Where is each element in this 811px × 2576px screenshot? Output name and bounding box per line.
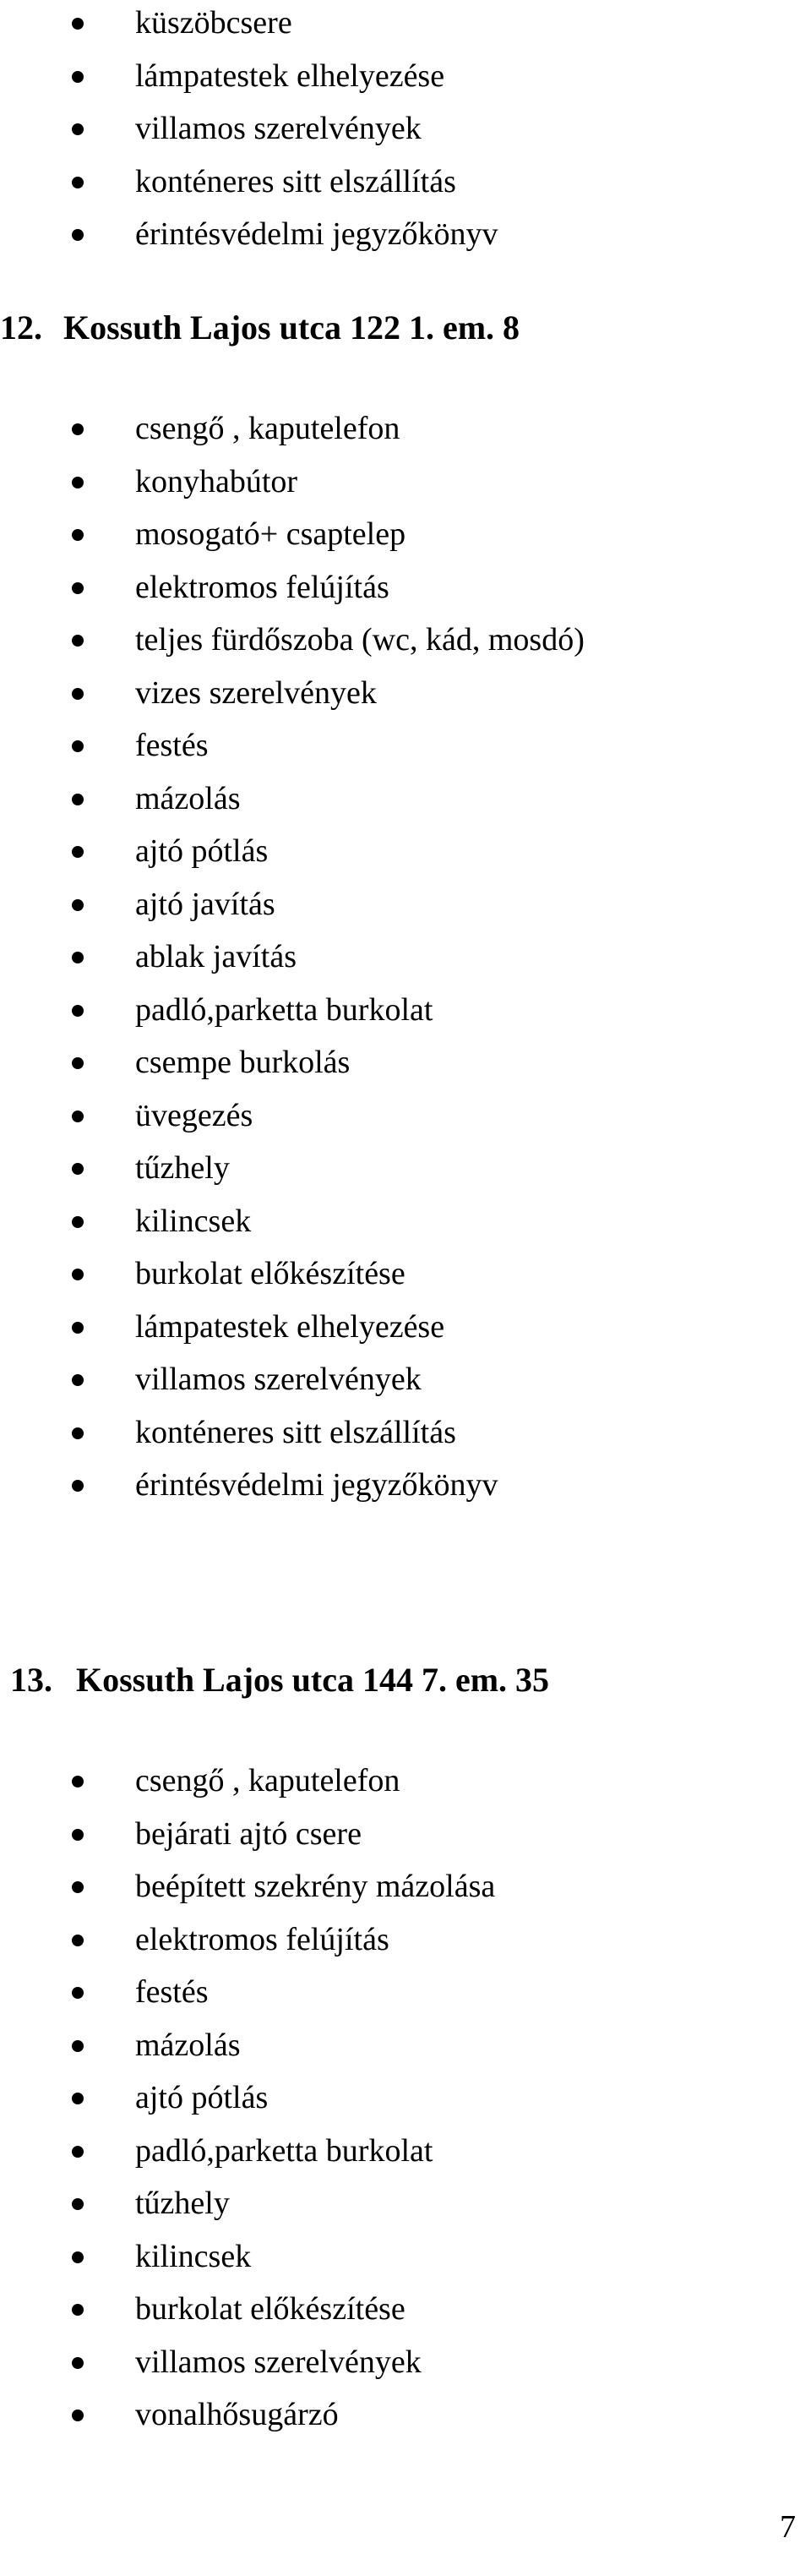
list-item-label: burkolat előkészítése (135, 2291, 406, 2327)
list-item-label: elektromos felújítás (135, 1921, 389, 1957)
list-item-label: csengő , kaputelefon (135, 1763, 400, 1798)
section-number: 13. (10, 1661, 52, 1699)
list-item-label: lámpatestek elhelyezése (135, 57, 445, 94)
bullet-icon (72, 1163, 84, 1175)
list-item (0, 1918, 811, 1971)
list-item-label: mázolás (135, 2027, 241, 2063)
bullet-icon (72, 952, 84, 963)
list-item-label: konyhabútor (135, 463, 298, 499)
list-item (0, 2182, 811, 2235)
list-item (0, 2024, 811, 2077)
list-item (0, 1094, 811, 1147)
section-address: Kossuth Lajos utca 122 1. em. 8 (63, 308, 520, 347)
list-item-label: csengő , kaputelefon (135, 411, 400, 446)
list-item (0, 1200, 811, 1253)
bullet-icon (72, 635, 84, 647)
list-item (0, 213, 811, 265)
list-item-label: tűzhely (135, 1150, 230, 1186)
bullet-icon (72, 2146, 84, 2158)
list-item-label: kilincsek (135, 1203, 252, 1239)
list-item-label: konténeres sitt elszállítás (135, 1414, 456, 1450)
bullet-icon (72, 2040, 84, 2052)
list-item (0, 1411, 811, 1464)
bullet-icon (72, 477, 84, 488)
list-item (0, 1358, 811, 1411)
list-item (0, 407, 811, 460)
list-item-label: beépített szekrény mázolása (135, 1869, 496, 1904)
list-item (0, 161, 811, 213)
list-item-label: érintésvédelmi jegyzőkönyv (135, 216, 498, 252)
bullet-icon (72, 71, 84, 83)
list-item (0, 830, 811, 882)
bullet-icon (72, 2304, 84, 2316)
list-item-label: mázolás (135, 780, 241, 816)
list-item-label: konténeres sitt elszállítás (135, 163, 456, 199)
list-item (0, 1865, 811, 1918)
bullet-icon (72, 1269, 84, 1280)
list-item (0, 936, 811, 988)
list-item-label: kilincsek (135, 2238, 252, 2274)
bullet-icon (72, 2093, 84, 2104)
bullet-icon (72, 1216, 84, 1228)
list-item (0, 619, 811, 671)
bullet-icon (72, 899, 84, 911)
list-item (0, 2393, 811, 2446)
bullet-icon (72, 1322, 84, 1334)
bullet-icon (72, 2357, 84, 2369)
list-item-label: vonalhősugárzó (135, 2397, 339, 2432)
bullet-icon (72, 2251, 84, 2263)
list-item-label: ajtó pótlás (135, 2080, 269, 2115)
bullet-icon (72, 1374, 84, 1386)
list-item (0, 513, 811, 565)
bullet-icon (72, 1881, 84, 1893)
bullet-icon (72, 740, 84, 752)
bullet-icon (72, 2410, 84, 2421)
list-item-label: padló,parketta burkolat (135, 2132, 433, 2169)
bullet-icon (72, 1005, 84, 1017)
list-item (0, 1147, 811, 1199)
list-item (0, 1971, 811, 2023)
list-item-label: mosogató+ csaptelep (135, 516, 406, 552)
list-item-label: ablak javítás (135, 939, 297, 974)
list-item-label: lámpatestek elhelyezése (135, 1308, 445, 1345)
list-item-label: festés (135, 1974, 209, 2010)
bullet-icon (72, 1057, 84, 1069)
bullet-icon (72, 529, 84, 541)
list-item-label: villamos szerelvények (135, 2344, 422, 2380)
bullet-icon (72, 1987, 84, 1999)
bullet-icon (72, 794, 84, 805)
list-item-label: ajtó pótlás (135, 833, 269, 869)
list-item-label: üvegezés (135, 1097, 253, 1133)
list-item (0, 2130, 811, 2182)
list-item-label: csempe burkolás (135, 1045, 351, 1080)
list-item-label: festés (135, 728, 209, 763)
list-item-label: elektromos felújítás (135, 569, 389, 605)
section-address: Kossuth Lajos utca 144 7. em. 35 (76, 1661, 550, 1699)
bullet-icon (72, 18, 84, 30)
list-item (0, 55, 811, 107)
list-item (0, 2077, 811, 2129)
bullet-icon (72, 582, 84, 594)
list-item (0, 1306, 811, 1358)
list-item (0, 989, 811, 1041)
list-item (0, 461, 811, 513)
list-item (0, 107, 811, 160)
list-item (0, 1253, 811, 1305)
list-item (0, 883, 811, 936)
list-item (0, 724, 811, 777)
bullet-icon (72, 177, 84, 188)
list-item-label: bejárati ajtó csere (135, 1815, 362, 1852)
bullet-icon (72, 1935, 84, 1946)
list-item (0, 1041, 811, 1094)
section-number: 12. (0, 308, 42, 347)
bullet-icon (72, 688, 84, 700)
list-item-label: vizes szerelvények (135, 674, 377, 711)
list-item-label: küszöbcsere (135, 5, 292, 41)
list-item (0, 2235, 811, 2288)
list-item-label: padló,parketta burkolat (135, 991, 433, 1028)
bullet-icon (72, 123, 84, 135)
list-item (0, 2341, 811, 2393)
list-item-label: burkolat előkészítése (135, 1256, 406, 1291)
list-item (0, 2288, 811, 2340)
list-item (0, 672, 811, 724)
bullet-icon (72, 1111, 84, 1122)
list-item-label: érintésvédelmi jegyzőkönyv (135, 1467, 498, 1503)
bullet-icon (72, 1829, 84, 1841)
list-item-label: tűzhely (135, 2186, 230, 2221)
list-item (0, 566, 811, 619)
bullet-icon (72, 846, 84, 858)
page-number: 7 (780, 2509, 796, 2545)
list-item-label: villamos szerelvények (135, 1362, 422, 1397)
list-item (0, 1760, 811, 1812)
list-item-label: villamos szerelvények (135, 111, 422, 146)
bullet-icon (72, 1776, 84, 1787)
bullet-icon (72, 1427, 84, 1439)
bullet-icon (72, 423, 84, 435)
list-item (0, 1464, 811, 1516)
bullet-icon (72, 2198, 84, 2210)
list-item-label: teljes fürdőszoba (wc, kád, mosdó) (135, 622, 585, 658)
list-item (0, 1813, 811, 1865)
list-item-label: ajtó javítás (135, 886, 275, 922)
list-item (0, 2, 811, 54)
list-item (0, 778, 811, 830)
bullet-icon (72, 1480, 84, 1492)
bullet-icon (72, 229, 84, 241)
